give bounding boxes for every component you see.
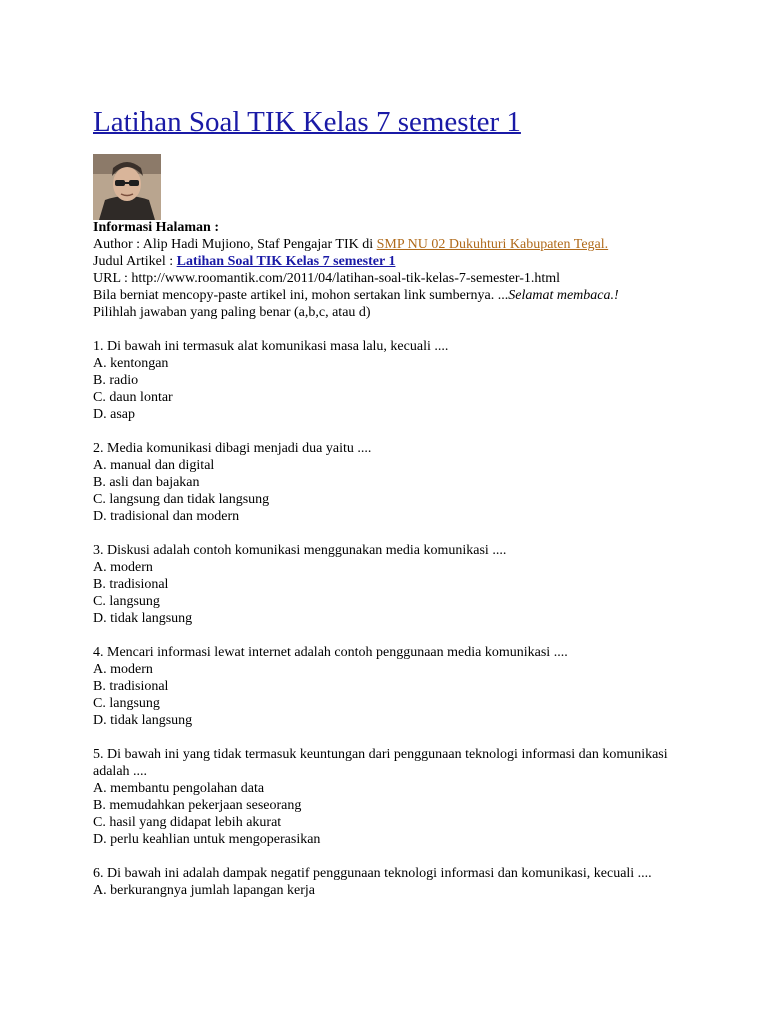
author-photo-image	[93, 154, 161, 220]
question-5	[93, 746, 693, 848]
question-2	[93, 440, 693, 525]
answer-option: D. tidak langsung	[93, 713, 193, 728]
answer-option: B. memudahkan pekerjaan seseorang	[93, 798, 302, 813]
answer-options	[93, 559, 693, 627]
question-1	[93, 338, 693, 423]
question-text: 6. Di bawah ini adalah dampak negatif penggunaan teknologi informasi dan komunikasi, kecuali ....	[93, 866, 652, 881]
answer-option: B. asli dan bajakan	[93, 475, 200, 490]
answer-option: C. langsung	[93, 594, 160, 609]
answer-options	[93, 882, 693, 899]
answer-option: A. kentongan	[93, 356, 169, 371]
answer-options	[93, 661, 693, 729]
answer-option: D. asap	[93, 407, 135, 422]
title-link[interactable]: Latihan Soal TIK Kelas 7 semester 1	[93, 106, 521, 138]
answer-options	[93, 457, 693, 525]
copy-note-text: Bila berniat mencopy-paste artikel ini, mohon sertakan link sumbernya. ...	[93, 288, 509, 303]
question-text: 2. Media komunikasi dibagi menjadi dua yaitu ....	[93, 441, 372, 456]
answer-option: D. tidak langsung	[93, 611, 193, 626]
judul-text: Judul Artikel :	[93, 254, 177, 269]
question-6	[93, 865, 693, 899]
answer-option: B. tradisional	[93, 679, 169, 694]
instruction: Pilihlah jawaban yang paling benar (a,b,c, atau d)	[93, 305, 371, 320]
author-text: Author : Alip Hadi Mujiono, Staf Pengajar TIK di	[93, 237, 377, 252]
answer-option: D. perlu keahlian untuk mengoperasikan	[93, 832, 321, 847]
answer-option: A. modern	[93, 662, 153, 677]
answer-option: B. tradisional	[93, 577, 169, 592]
answer-option: A. berkurangnya jumlah lapangan kerja	[93, 883, 315, 898]
answer-option: A. membantu pengolahan data	[93, 781, 265, 796]
article-content	[93, 219, 693, 899]
url-line: URL : http://www.roomantik.com/2011/04/latihan-soal-tik-kelas-7-semester-1.html	[93, 271, 561, 286]
question-4	[93, 644, 693, 729]
answer-option: C. hasil yang didapat lebih akurat	[93, 815, 282, 830]
answer-option: C. daun lontar	[93, 390, 173, 405]
article-title-link[interactable]: Latihan Soal TIK Kelas 7 semester 1	[176, 254, 396, 269]
answer-options	[93, 355, 693, 423]
answer-option: A. modern	[93, 560, 153, 575]
info-heading: Informasi Halaman :	[93, 220, 219, 235]
judul-line	[93, 253, 693, 270]
answer-option: C. langsung dan tidak langsung	[93, 492, 270, 507]
question-text: 5. Di bawah ini yang tidak termasuk keuntungan dari penggunaan teknologi informasi dan komunikasi adalah ....	[93, 747, 668, 779]
question-text: 4. Mencari informasi lewat internet adalah contoh penggunaan media komunikasi ....	[93, 645, 568, 660]
author-photo	[93, 154, 161, 220]
answer-option: A. manual dan digital	[93, 458, 215, 473]
page-title	[93, 104, 521, 140]
answer-options	[93, 780, 693, 848]
answer-option: B. radio	[93, 373, 139, 388]
questions-list	[93, 338, 693, 899]
answer-option: D. tradisional dan modern	[93, 509, 240, 524]
question-text: 3. Diskusi adalah contoh komunikasi menggunakan media komunikasi ....	[93, 543, 507, 558]
copy-note-italic: Selamat membaca.!	[508, 288, 619, 303]
question-3	[93, 542, 693, 627]
copy-note	[93, 287, 693, 304]
question-text: 1. Di bawah ini termasuk alat komunikasi masa lalu, kecuali ....	[93, 339, 449, 354]
answer-option: C. langsung	[93, 696, 160, 711]
school-link[interactable]: SMP NU 02 Dukuhturi Kabupaten Tegal.	[376, 237, 609, 252]
author-line	[93, 236, 693, 253]
